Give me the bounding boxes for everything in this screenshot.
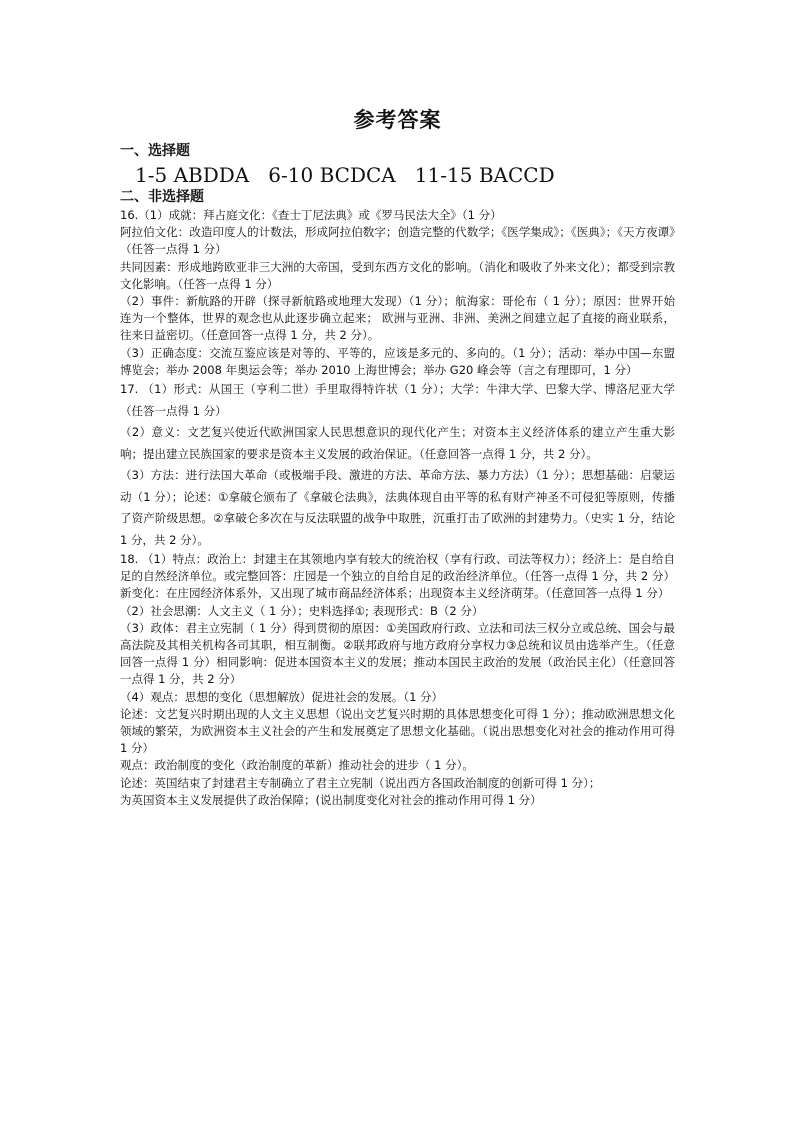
answer-paragraph: 17. （1）形式：从国王（亨利二世）手里取得特许状（1 分）；大学：牛津大学、巴黎大学、博洛尼亚大学（任答一点得 1 分） xyxy=(120,382,675,418)
answer-paragraph: 为英国资本主义发展提供了政治保障；(说出制度变化对社会的推动作用可得 1 分） xyxy=(120,792,542,807)
answer-paragraph: 18. （1）特点：政治上：封建主在其领地内享有较大的统治权（享有行政、司法等权力）；经济上：是自给自足的自然经济单位。或完整回答：庄园是一个独立的自给自足的政治经济单位。（任答一点得 1 分，共 2 分）新变化：在庄园经济体系外，又出现了城市商品经济体系；出现资本主义经济萌芽。（任意回答一点得 1 分） xyxy=(120,552,675,601)
section-heading-choice: 一、选择题 xyxy=(120,143,190,159)
answer-paragraph: 阿拉伯文化：改造印度人的计数法，形成阿拉伯数字；创造完整的代数学；《医学集成》；《医典》；《天方夜谭》（任答一点得 1 分） xyxy=(120,225,675,257)
answer-sheet xyxy=(120,104,675,809)
answer-paragraph: （2）社会思潮：人文主义（ 1 分）；史料选择①; 表现形式：B（2 分） xyxy=(120,603,484,618)
answer-paragraph: （2）事件：新航路的开辟（探寻新航路或地理大发现）（1 分）；航海家：哥伦布（ 1 分）；原因：世界开始连为一个整体，世界的观念也从此逐步确立起来； 欧洲与亚洲、非洲、美洲之间建立起了直接的商业联系，往来日益密切。（任意回答一点得 1 分，共 2 分）。 xyxy=(120,294,675,343)
answer-paragraph: 16.（1）成就：拜占庭文化：《查士丁尼法典》或《罗马民法大全》（1 分） xyxy=(120,208,502,222)
answer-paragraph: 观点：政治制度的变化（政治制度的革新）推动社会的进步（ 1 分）。 xyxy=(120,758,474,773)
answer-paragraph: （3）方法：进行法国大革命（或极端手段、激进的方法、革命方法、暴力方法）（1 分）；思想基础：启蒙运动（1 分）；论述：①拿破仑颁布了《拿破仑法典》，法典体现自由平等的私有财产神圣不可侵犯等原则，传播了资产阶级思想。②拿破仑多次在与反法联盟的战争中取胜，沉重打击了欧洲的封建势力。（史实 1 分，结论 1 分，共 2 分）。 xyxy=(120,468,675,547)
answer-paragraph: 论述：英国结束了封建君主专制确立了君主立宪制（说出西方各国政治制度的创新可得 1 分）； xyxy=(120,775,601,790)
answer-paragraph: （2）意义：文艺复兴使近代欧洲国家人民思想意识的现代化产生；对资本主义经济体系的建立产生重大影响；提出建立民族国家的要求是资本主义发展的政治保证。（任意回答一点得 1 分，共 2 分）。 xyxy=(120,425,675,461)
answer-paragraph: 论述：文艺复兴时期出现的人文主义思想（说出文艺复兴时期的具体思想变化可得 1 分）；推动欧洲思想文化领域的繁荣，为欧洲资本主义社会的产生和发展奠定了思想文化基础。（说出思想变化对社会的推动作用可得 1 分） xyxy=(120,706,675,756)
answer-paragraph: 共同因素：形成地跨欧亚非三大洲的大帝国，受到东西方文化的影响。（消化和吸收了外来文化）；都受到宗教文化影响。（任答一点得 1 分） xyxy=(120,259,675,291)
answer-paragraph: （3）正确态度：交流互鉴应该是对等的、平等的，应该是多元的、多向的。（1 分）；活动：举办中国—东盟博览会；举办 2008 年奥运会等；举办 2010 上海世博会；举办 G20 峰会等（言之有理即可，1 分） xyxy=(120,345,675,377)
answer-paragraph: （4）观点：思想的变化（思想解放）促进社会的发展。（1 分） xyxy=(120,689,444,704)
answer-paragraph: （3）政体：君主立宪制（ 1 分）得到贯彻的原因：①美国政府行政、立法和司法三权分立或总统、国会与最高法院及其相关机构各司其职，相互制衡。②联邦政府与地方政府分享权力③总统和议员由选举产生。（任意回答一点得 1 分）相同影响：促进本国资本主义的发展；推动本国民主政治的发展（政治民主化）（任意回答一点得 1 分，共 2 分） xyxy=(120,620,675,687)
page-title: 参考答案 xyxy=(353,107,442,132)
section-heading-non-choice: 二、非选择题 xyxy=(120,189,204,205)
choice-answers: 1-5 ABDDA 6-10 BCDCA 11-15 BACCD xyxy=(135,163,555,187)
